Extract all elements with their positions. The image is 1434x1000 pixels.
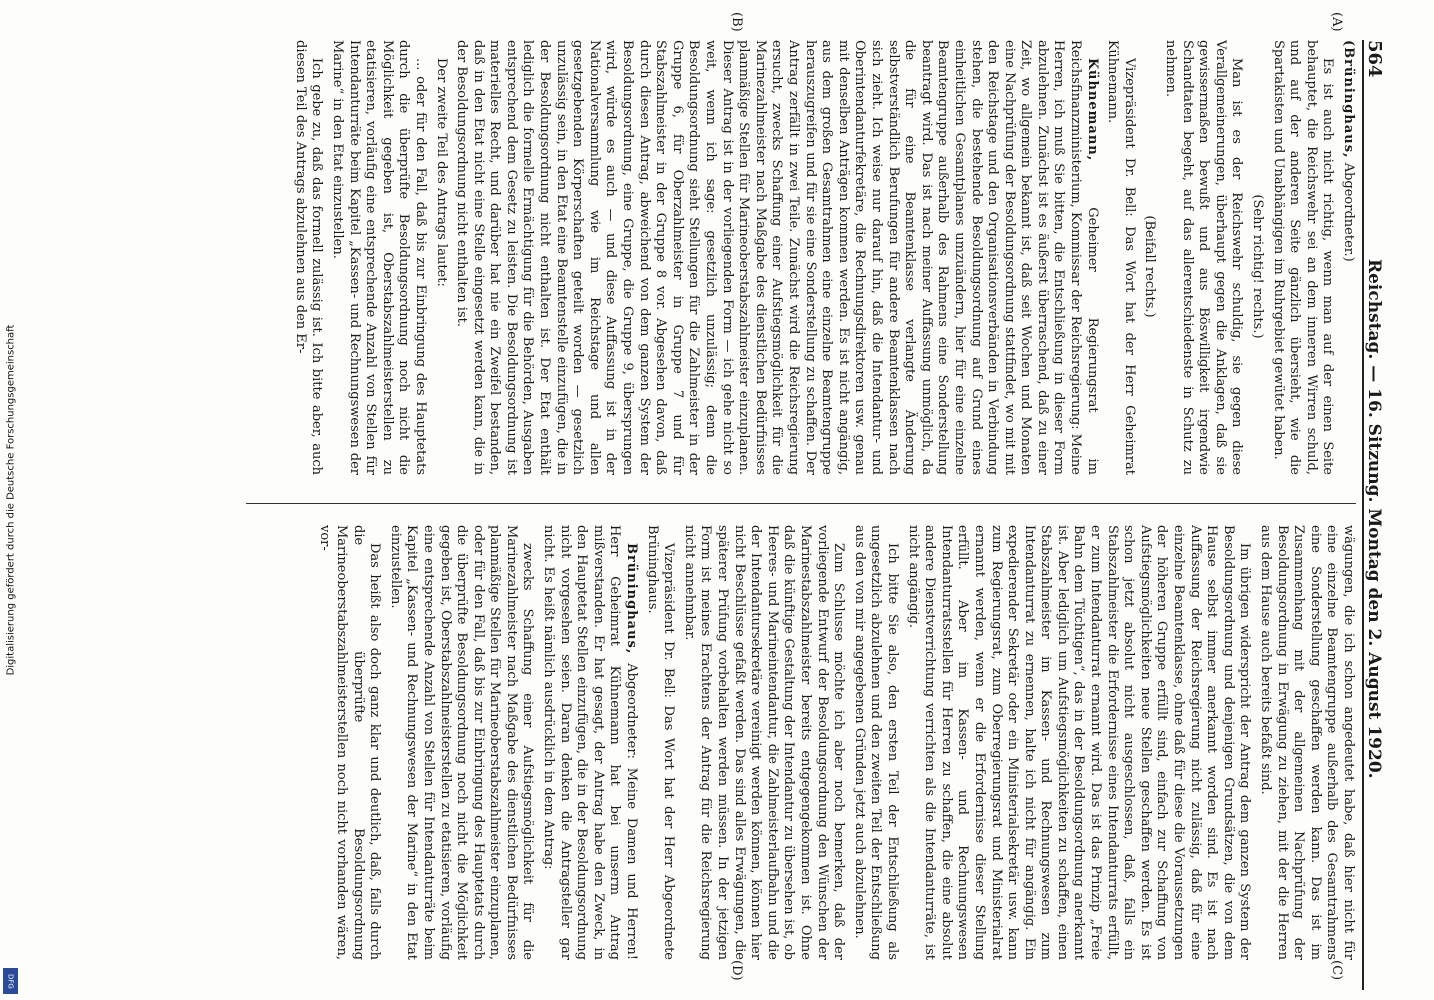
quoted-motion: zwecks Schaffung einer Aufstiegsmöglichkeit für die Marinezahlmeister nach Maßgabe des dienstlichen Bedürfnisses planmäßige Stellen für Marineoberstabszahlmeister einzuplanen, oder für den Fall, daß bis zur Einbringung des Hauptetats durch die überprüfte Besoldungsordnung noch nicht die Möglichkeit gegeben ist, Oberstabszahlmeisterstellen zu etatisieren, vorläufig eine entsprechende Anzahl von Stellen für Intendanturräte beim Kapitel „Kassen- und Rechnungswesen der Marine“ in den Etat einzustellen. <box>387 525 536 960</box>
speaker-name: Brüninghaus, <box>624 543 640 655</box>
page-title: Reichstag. — 16. Sitzung. Montag den 2. August 1920. <box>1364 258 1384 779</box>
dfg-credit-text: Digitalisierung gefördert durch die Deutsche Forschungsgemeinschaft <box>5 324 17 676</box>
paragraph: Ich gebe zu, daß das formell zulässig ist. Ich bitte aber, auch diesen Teil des Antrags abzulehnen aus den Er- <box>292 40 325 475</box>
page-header <box>1362 40 1404 990</box>
quoted-motion: ... oder für den Fall, daß bis zur Einbringung des Hauptetats durch die überprüfte Besoldungsordnung noch nicht die Möglichkeit gegeben ist, Oberstabszahlmeisterstellen zu etatisieren, vorläufig eine entsprechende Anzahl von Stellen für Intendanturräte beim Kapitel „Kassen- und Rechnungswesen der Marine“ in den Etat einzustellen. <box>329 40 428 475</box>
speech-kuehnemann: Kühnemann, Geheimer Regierungsrat im Reichsfinanzministerium, Kommissar der Reichsregierung: Meine Herren, ich muß Sie bitten, die Entschließung in dieser Form abzulehnen. Zunächst ist es äußerst überraschend, daß zu einer Zeit, wo allgemein bekannt ist, daß seit Wochen und Monaten eine Nachprüfung der Besoldungsordnung stattfindet, wo mit mit den Reichstage und den Organisationsverbänden in Verbindung stehen, die bestehende Besoldungsordnung auf Grund eines einheitlichen Gesamtplanes umzuändern, hier für eine einzelne Beamtengruppe außerhalb des Rahmens eine Sonderstellung beantragt wird. Das ist nach meiner Auffassung unmöglich, da die für eine Beamtenklasse verlangte Änderung selbstverständlich Berufungen für andere Beamtenklassen nach sich zieht. Ich weise nur darauf hin, daß die Intendantur- und Oberintendanturfekretäre, die Rechnungsdirektoren usw. genau mit denselben Anträgen kommen werden. Es ist nicht angängig, aus dem großen Gesamtrahmen eine einzelne Beamtengruppe herauszugreifen und für sie eine Sonderstellung zu schaffen. Der Antrag zerfällt in zwei Teile. Zunächst wird die Reichsregierung ersucht, zwecks Schaffung einer Aufstiegsmöglichkeit für die Marinezahlmeister nach Maßgabe des dienstlichen Bedürfnisses planmäßige Stellen für Marineoberstabszahlmeister einzuplanen. Dieser Antrag ist in der vorliegenden Form — ich gehe nicht so weit, wenn ich sage: gesetzlich unzulässig; denn die Besoldungsordnung sieht Stellungen für die Zahlmeister in der Gruppe 6, für Oberzahlmeister in Gruppe 7 und für Stabszahlmeister in der Gruppe 8 vor. Abgesehen davon, daß durch diesen Antrag, abweichend von dem ganzen System der Besoldungsordnung, eine Gruppe, die Gruppe 9, übersprungen wird, würde es auch — und diese Auffassung ist in der Nationalversammlung wie im Reichstage und allen gesetzgebenden Körperschaften geteilt worden — gesetzlich unzulässig sein, in den Etat eine Beamtenstelle einzufügen, die in der Besoldungsordnung nicht enthalten ist. Der Etat enthält lediglich die formelle Ermächtigung für die Behörden, Ausgaben entsprechend dem Gesetz zu leisten. Die Besoldungsordnung ist materielles Recht, und darüber hat nie ein Zweifel bestanden, daß in den Etat nicht eine Stelle eingesetzt werden kann, die in der Besoldungsordnung nicht enthalten ist. <box>454 40 1100 475</box>
speaker-continuation: (Brüninghaus, Abgeordneter.) <box>1341 40 1356 262</box>
paragraph: Ich bitte Sie also, den ersten Teil der Entschließung als ungesetzlich abzulehnen und den zweiten Teil der Entschließung aus den von mir angegebenen Gründen jetzt auch abzulehnen. <box>851 525 900 960</box>
paragraph: Der zweite Teil des Antrags lautet: <box>433 58 449 287</box>
paragraph: Man ist es der Reichswehr schuldig, sie gegen diese Verallgemeinerungen, überhaupt gegen die Anklagen, daß sie gewissermaßen bewußt und aus Böswilligkeit irgendwie Schandtaten begeht, auf das allerentschiedenste in Schutz zu nehmen. <box>1163 40 1245 475</box>
interjection: (Sehr richtig! rechts.) <box>1250 194 1266 339</box>
margin-marker-a: (A) <box>1329 12 1344 32</box>
interjection: (Beifall rechts.) <box>1142 215 1158 318</box>
paragraph: Im übrigen widerspricht der Antrag dem ganzen System der Besoldungsordnung und denjenigen Grundsätzen, die von dem Hause selbst immer anerkannt worden sind. Es ist nach Auffassung der Reichsregierung nicht zulässig, daß für eine einzelne Beamtenklasse, ohne daß für diese die Voraussetzungen der höheren Gruppe erfüllt sind, einfach zur Schaffung von Aufstiegsmöglichkeiten neue Stellen geschaffen werden. Es ist schon jetzt absolut nicht ausgeschlossen, daß, falls ein Stabszahlmeister die Erfordernisse eines Intendanturrats erfüllt, er zum Intendanturrat ernannt wird. Das ist das Prinzip „Freie Bahn dem Tüchtigen“, das in der Besoldungsordnung anerkannt ist. Aber lediglich um Aufstiegsmöglichkeiten zu schaffen, einen Stabszahlmeister im Kassen- und Rechnungswesen zum Intendanturrat zu ernennen, halte ich nicht für angängig. Ein expedierender Sekretär oder ein Ministerialsekretär usw. kann zum Regierungsrat, zum Oberregierungsrat und Ministerialrat ernannt werden, wenn er die Erfordernisse dieser Stellung erfüllt. Aber im Kassen- und Rechnungswesen Intendanturratsstellen für Herren zu schaffen, die eine absolut andere Dienstverrichtung verrichten als die Intendanturräte, ist nicht angängig. <box>905 525 1253 960</box>
speech-brueninghaus: Brüninghaus, Abgeordneter: Meine Damen und Herren! Herr Geheimrat Kühnemann hat bei unserm Antrag mißverstanden. Er hat gesagt, der Antrag habe den Zweck, in den Hauptetat Stellen einzufügen, die in der Besoldungsordnung nicht vorgesehen seien. Daran denken die Antragsteller gar nicht. Es heißt nämlich ausdrücklich in dem Antrag: <box>541 525 640 960</box>
paragraph: Es ist auch nicht richtig, wenn man auf der einen Seite behauptet, die Reichswehr sei an dem inneren Wirren schuld, und auf der anderen Seite gänzlich übersieht, wie die Spartakisten und Unabhängigen im Ruhrgebiet gewütet haben. <box>1270 40 1336 475</box>
left-column <box>236 40 1356 475</box>
page-number: 564 <box>1364 40 1385 78</box>
margin-marker-b: (B) <box>729 12 744 32</box>
chair-announcement: Vizepräsident Dr. Bell: Das Wort hat der Herr Abgeordnete Brüninghaus. <box>644 525 677 960</box>
paragraph: wägungen, die ich schon angedeutet habe, daß hier nicht für eine einzelne Beamtengruppe außerhalb des Gesamtrahmens eine Sonderstellung geschaffen werden kann. Das ist im Zusammenhang mit der allgemeinen Nachprüfung der Besoldungsordnung in Erwägung zu ziehen, mit der die Herren aus dem Hause auch bereits befaßt sind. <box>1258 525 1356 960</box>
paragraph: Zum Schlusse möchte ich aber noch bemerken, daß der vorliegende Entwurf der Besoldungsordnung den Wünschen der Marinestabszahlmeister bereits entgegengekommen ist. Ohne daß die künftige Gestaltung der Intendantur zu übersehen ist, ob Heeres- und Marineintendantur, die Zahlmeisterlaufbahn und die der Intendantursekretäre vereinigt werden können, können hier nicht Beschlüsse gefaßt werden. Das sind alles Erwägungen, die späterer Prüfung vorbehalten werden müssen. In der jetzigen Form ist meines Erachtens der Antrag für die Reichsregierung nicht annehmbar. <box>681 525 847 960</box>
column-divider <box>246 503 1356 504</box>
margin-marker-c: (C) <box>1329 960 1344 981</box>
chair-announcement: Vizepräsident Dr. Bell: Das Wort hat der Herr Geheimrat Kühnemann. <box>1105 40 1137 475</box>
paragraph: Das heißt also doch ganz klar und deutlich, daß, falls durch die überprüfte Besoldungsordnung Marineoberstabszahlmeisterstellen noch nicht vorhanden wären, vor- <box>317 525 383 960</box>
dfg-logo-icon: DFG <box>3 968 18 994</box>
right-column <box>236 525 1356 960</box>
speaker-name: Kühnemann, <box>1084 58 1100 162</box>
margin-marker-d: (D) <box>729 960 744 981</box>
